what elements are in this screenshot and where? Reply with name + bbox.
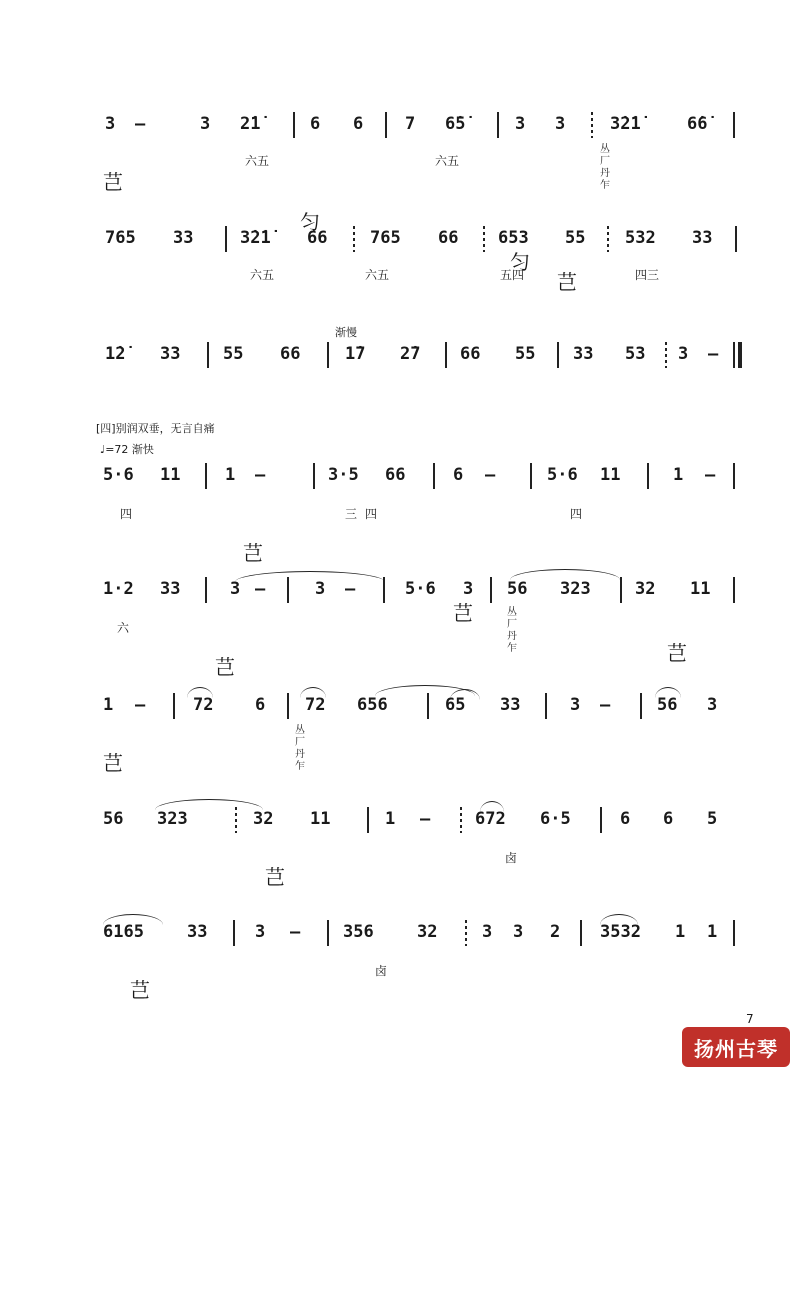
- note: 765: [105, 228, 136, 248]
- note: 32: [417, 922, 438, 942]
- page-number: 7: [746, 1012, 754, 1026]
- tab-char: 四: [570, 507, 583, 521]
- note: —: [485, 465, 496, 485]
- jianzipu-line: [95, 954, 760, 1002]
- note: —: [290, 922, 301, 942]
- note: 33: [692, 228, 713, 248]
- tab-char: 芑: [557, 270, 577, 294]
- jianpu-line: [95, 463, 760, 489]
- note: 33: [160, 579, 181, 599]
- score-system-3: [95, 326, 760, 372]
- note: 1: [675, 922, 686, 942]
- note: 3: [482, 922, 493, 942]
- note: 656: [357, 695, 388, 715]
- note: —: [708, 344, 719, 364]
- note: 33: [573, 344, 594, 364]
- note: —: [705, 465, 716, 485]
- tab-char: 五四: [500, 268, 525, 282]
- note: 6: [255, 695, 266, 715]
- note: 6: [310, 114, 321, 134]
- note: 3: [513, 922, 524, 942]
- tempo-marking: 渐慢: [335, 326, 357, 339]
- note: 56: [657, 695, 678, 715]
- note: 1: [673, 465, 684, 485]
- tab-char: 芑: [265, 865, 285, 889]
- note: —: [600, 695, 611, 715]
- note: 653: [498, 228, 529, 248]
- note: —: [255, 465, 266, 485]
- tab-char: 三: [345, 507, 358, 521]
- jianpu-line: [95, 693, 760, 719]
- note: 33: [173, 228, 194, 248]
- note: 323: [157, 809, 188, 829]
- note: 65: [445, 695, 466, 715]
- tab-char: 芑: [103, 170, 123, 194]
- note: 53: [625, 344, 646, 364]
- note: 11: [600, 465, 621, 485]
- tab-char: 芑: [243, 541, 263, 565]
- jianzipu-line: [95, 727, 760, 775]
- tab-char: 芑: [215, 655, 235, 679]
- note: 72: [193, 695, 214, 715]
- note: 2: [550, 922, 561, 942]
- note: 55: [565, 228, 586, 248]
- jianpu-line: [95, 342, 760, 368]
- note: 66: [385, 465, 406, 485]
- jianpu-line: [95, 920, 760, 946]
- note: 33: [500, 695, 521, 715]
- tab-char: 芑: [453, 601, 473, 625]
- note: 56: [507, 579, 528, 599]
- jianzipu-line: [95, 841, 760, 889]
- note: 3: [315, 579, 326, 599]
- note: 532: [625, 228, 656, 248]
- tab-char: 卤: [505, 851, 518, 865]
- note: 356: [343, 922, 374, 942]
- note: 32: [635, 579, 656, 599]
- note: 66: [460, 344, 481, 364]
- score-system-6: [95, 693, 760, 775]
- tab-char: 六五: [250, 268, 275, 282]
- score-system-8: [95, 920, 760, 1002]
- tab-char: 六五: [435, 154, 460, 168]
- note: 3532: [600, 922, 641, 942]
- tab-char: 芑: [130, 978, 150, 1002]
- tab-char: 六五: [365, 268, 390, 282]
- note: 5·6: [103, 465, 134, 485]
- note: 3: [555, 114, 566, 134]
- jianpu-line: [95, 577, 760, 603]
- note: 1: [225, 465, 236, 485]
- watermark-logo: 扬州古琴: [682, 1027, 790, 1067]
- tab-char: 六: [117, 621, 130, 635]
- note: 5·6: [547, 465, 578, 485]
- note: 6̇5̇: [445, 114, 466, 134]
- jianzipu-line: [95, 607, 760, 679]
- note: 1·2: [103, 579, 134, 599]
- jianpu-line: [95, 226, 760, 252]
- note: —: [255, 579, 266, 599]
- note: 3·5: [328, 465, 359, 485]
- note: 6: [353, 114, 364, 134]
- jianzipu-line: [95, 260, 760, 308]
- note: 3: [707, 695, 718, 715]
- note: 6: [663, 809, 674, 829]
- note: 3: [678, 344, 689, 364]
- note: 6: [620, 809, 631, 829]
- tab-char: 四: [365, 507, 378, 521]
- score-system-7: [95, 807, 760, 889]
- jianpu-line: [95, 807, 760, 833]
- score-system-5: [95, 577, 760, 679]
- note: 33: [187, 922, 208, 942]
- note: 55: [223, 344, 244, 364]
- note: 6̇6̇: [687, 114, 708, 134]
- tab-char: 匀: [510, 250, 530, 274]
- note: —: [420, 809, 431, 829]
- note: 11: [690, 579, 711, 599]
- note: 3: [463, 579, 474, 599]
- note: 3̇2̇1̇: [240, 228, 271, 248]
- tab-char: 匀: [300, 210, 320, 234]
- note: 33: [160, 344, 181, 364]
- note: 1̇2̇: [105, 344, 126, 364]
- tab-char: 四三: [635, 268, 660, 282]
- note: 3: [570, 695, 581, 715]
- note: 1: [103, 695, 114, 715]
- tab-char: 丛厂丹乍: [600, 144, 610, 191]
- note: 3: [255, 922, 266, 942]
- note: —: [135, 695, 146, 715]
- note: 1: [385, 809, 396, 829]
- note: —: [345, 579, 356, 599]
- note: 1̇7: [345, 344, 366, 364]
- note: 765: [370, 228, 401, 248]
- note: 7: [405, 114, 416, 134]
- note: 32: [253, 809, 274, 829]
- note: 66: [280, 344, 301, 364]
- note: 3: [105, 114, 116, 134]
- tab-char: 六五: [245, 154, 270, 168]
- tab-char: 芑: [103, 751, 123, 775]
- note: 11: [160, 465, 181, 485]
- note: 66: [307, 228, 328, 248]
- note: 6165: [103, 922, 144, 942]
- note: —: [135, 114, 146, 134]
- note: 2̇1̇: [240, 114, 261, 134]
- note: 3: [200, 114, 211, 134]
- note: 672: [475, 809, 506, 829]
- note: 6: [453, 465, 464, 485]
- score-system-2: [95, 226, 760, 282]
- tab-char: 卤: [375, 964, 388, 978]
- jianpu-line: [95, 112, 760, 138]
- note: 3: [230, 579, 241, 599]
- tempo-marking: ♩=72 渐快: [100, 443, 154, 456]
- tab-char: 丛厂丹乍: [295, 725, 305, 772]
- tab-char: 丛厂丹乍: [507, 607, 517, 654]
- note: 72: [305, 695, 326, 715]
- note: 5: [707, 809, 718, 829]
- note: 323: [560, 579, 591, 599]
- note: 6·5: [540, 809, 571, 829]
- section-title: [四]别润双垂，无言自痛: [96, 422, 215, 435]
- tab-char: 芑: [667, 641, 687, 665]
- note: 66: [438, 228, 459, 248]
- note: 3̇2̇1̇: [610, 114, 641, 134]
- note: 1: [707, 922, 718, 942]
- tab-char: 四: [120, 507, 133, 521]
- note: 3: [515, 114, 526, 134]
- note: 5·6: [405, 579, 436, 599]
- note: 55: [515, 344, 536, 364]
- note: 56: [103, 809, 124, 829]
- note: 2̇7: [400, 344, 421, 364]
- note: 11: [310, 809, 331, 829]
